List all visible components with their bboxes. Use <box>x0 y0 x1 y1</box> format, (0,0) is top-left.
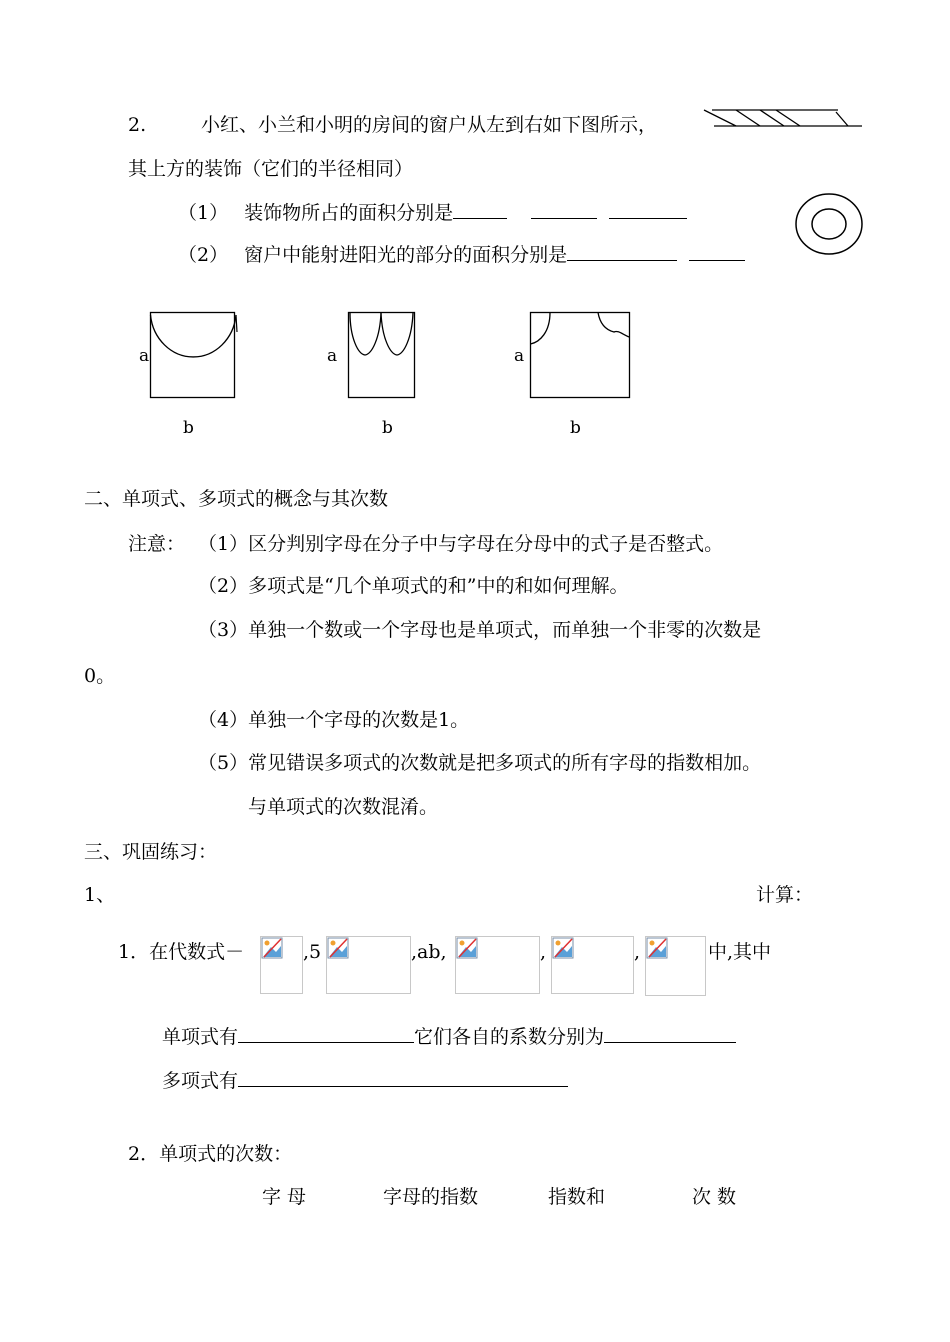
monomial-answer-line <box>162 1028 736 1047</box>
note-item-2: （2）多项式是“几个单项式的和”中的和如何理解。 <box>198 575 629 597</box>
exercise-1-label: 1、 <box>84 884 116 906</box>
note-item-4: （4）单独一个字母的次数是1。 <box>198 709 470 731</box>
window-3-side-label: a <box>514 346 525 366</box>
subquestion-2-number: （2） <box>178 244 229 266</box>
window-figure-2 <box>348 312 418 400</box>
answer-blank[interactable] <box>604 1028 736 1043</box>
exercise-1-right-text: 计算： <box>756 884 814 906</box>
formula-image-4 <box>551 936 634 994</box>
window-2-bottom-label: b <box>382 418 393 438</box>
answer-blank[interactable] <box>238 1028 414 1043</box>
note-item-5: （5）常见错误多项式的次数就是把多项式的所有字母的指数相加。 <box>198 752 762 774</box>
formula-image-5 <box>645 936 706 996</box>
broken-image-icon <box>552 937 574 959</box>
subquestion-1-text: 装饰物所占的面积分别是 <box>244 202 454 224</box>
question-text-line2: 其上方的装饰（它们的半径相同） <box>128 158 414 180</box>
ring-figure <box>794 192 866 258</box>
coefficient-label: 它们各自的系数分别为 <box>414 1026 605 1048</box>
subquestion-2-text: 窗户中能射进阳光的部分的面积分别是 <box>244 244 568 266</box>
window-1-bottom-label: b <box>183 418 194 438</box>
window-figure-1 <box>150 312 240 400</box>
broken-image-icon <box>646 937 668 959</box>
window-3-bottom-label: b <box>570 418 581 438</box>
window-1-side-label: a <box>139 346 150 366</box>
answer-blank[interactable] <box>238 1072 568 1087</box>
subquestion-1-number: （1） <box>178 202 229 224</box>
formula-image-3 <box>455 936 540 994</box>
table-header-letter: 字 母 <box>262 1186 307 1208</box>
q1-suffix: 中,其中 <box>708 941 772 963</box>
polynomial-label: 多项式有 <box>162 1070 239 1092</box>
formula-image-1 <box>260 936 303 994</box>
question-text-line1: 小红、小兰和小明的房间的窗户从左到右如下图所示， <box>201 114 658 136</box>
broken-image-icon <box>456 937 478 959</box>
note-item-1: （1）区分判别字母在分子中与字母在分母中的式子是否整式。 <box>198 533 724 555</box>
q2-label: 2．单项式的次数： <box>128 1143 293 1165</box>
section-2-heading: 二、单项式、多项式的概念与其次数 <box>84 488 389 510</box>
broken-image-icon <box>261 937 283 959</box>
q1-separator-4: , <box>634 941 641 963</box>
note-item-3: （3）单独一个数或一个字母也是单项式，而单独一个非零的次数是 <box>198 619 762 641</box>
window-figure-3 <box>530 312 634 400</box>
note-item-3-continued: 0。 <box>84 665 116 687</box>
section-3-heading: 三、巩固练习： <box>84 841 218 863</box>
formula-image-2 <box>326 936 411 994</box>
q1-separator-2: ,ab, <box>411 941 447 963</box>
note-item-5-continued: 与单项式的次数混淆。 <box>248 796 439 818</box>
broken-image-icon <box>327 937 349 959</box>
table-header-exponent-sum: 指数和 <box>548 1186 606 1208</box>
q1-prefix: 1．在代数式－ <box>118 941 245 963</box>
table-header-exponent: 字母的指数 <box>383 1186 479 1208</box>
table-header-degree: 次 数 <box>692 1186 737 1208</box>
monomial-label: 单项式有 <box>162 1026 239 1048</box>
q1-separator-1: ,5 <box>303 941 322 963</box>
window-2-side-label: a <box>327 346 338 366</box>
q1-separator-3: , <box>540 941 547 963</box>
note-label: 注意： <box>128 533 186 555</box>
question-number: 2. <box>128 114 147 136</box>
polynomial-answer-line <box>162 1072 568 1091</box>
